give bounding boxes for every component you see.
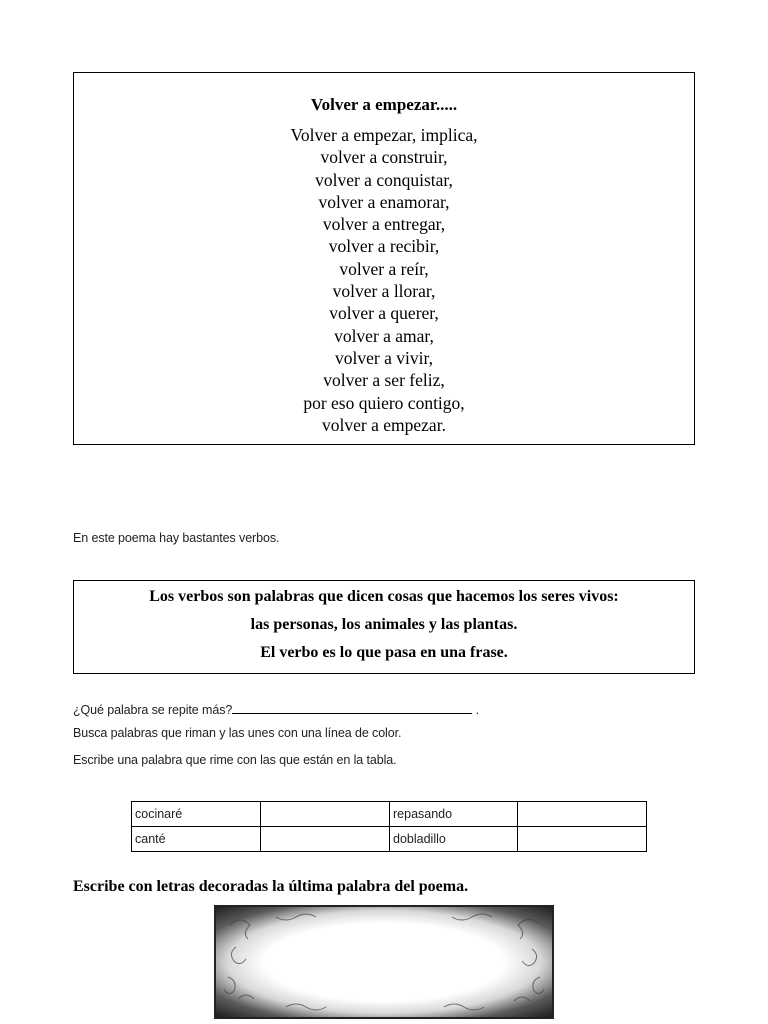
table-row — [132, 802, 647, 827]
definition-line-2: las personas, los animales y las plantas. — [250, 616, 518, 633]
ornament-swirls — [216, 907, 552, 1017]
table-cell-answer[interactable] — [518, 827, 647, 852]
question-write-rhyme: Escribe una palabra que rime con las que están en la tabla. — [73, 753, 397, 767]
poem-lines — [74, 124, 694, 436]
definition-line-3: El verbo es lo que pasa en una frase. — [260, 644, 508, 661]
table-cell-answer[interactable] — [518, 802, 647, 827]
answer-blank[interactable] — [232, 701, 472, 714]
intro-text: En este poema hay bastantes verbos. — [73, 531, 280, 545]
poem-line: volver a llorar, — [332, 281, 436, 302]
poem-line: volver a reír, — [339, 258, 429, 279]
rhyme-table — [131, 801, 647, 852]
poem-line: volver a ser feliz, — [323, 370, 445, 391]
poem-line: volver a recibir, — [328, 236, 440, 257]
table-cell-answer[interactable] — [261, 802, 390, 827]
table-cell-word: cocinaré — [132, 802, 261, 827]
table-cell-word: dobladillo — [390, 827, 518, 852]
poem-title: Volver a empezar..... — [310, 95, 458, 114]
poem-box — [73, 72, 695, 445]
question-repeated-word — [73, 701, 479, 718]
decorative-frame-image[interactable] — [214, 905, 554, 1019]
poem-line: volver a vivir, — [335, 347, 433, 368]
decorated-letters-task: Escribe con letras decoradas la última palabra del poema. — [73, 878, 469, 895]
poem-line: volver a amar, — [334, 325, 434, 346]
table-row — [132, 827, 647, 852]
table-cell-word: repasando — [390, 802, 518, 827]
question-repeated-word-text: ¿Qué palabra se repite más? — [73, 703, 233, 717]
poem-line: Volver a empezar, implica, — [290, 125, 478, 145]
poem-line: volver a entregar, — [322, 214, 446, 235]
definition-line-1: Los verbos son palabras que dicen cosas que hacemos los seres vivos: — [149, 588, 619, 605]
table-cell-word: canté — [132, 827, 261, 852]
poem-line: volver a empezar. — [322, 414, 446, 435]
poem-line: por eso quiero contigo, — [303, 392, 465, 413]
poem-line: volver a conquistar, — [315, 169, 453, 190]
table-cell-answer[interactable] — [261, 827, 390, 852]
question-rhymes: Busca palabras que riman y las unes con una línea de color. — [73, 726, 402, 740]
definition-box — [73, 580, 695, 674]
poem-line: volver a construir, — [320, 147, 448, 168]
poem-line: volver a querer, — [329, 303, 439, 324]
question-end-mark: . — [472, 703, 479, 717]
poem-line: volver a enamorar, — [318, 191, 450, 212]
